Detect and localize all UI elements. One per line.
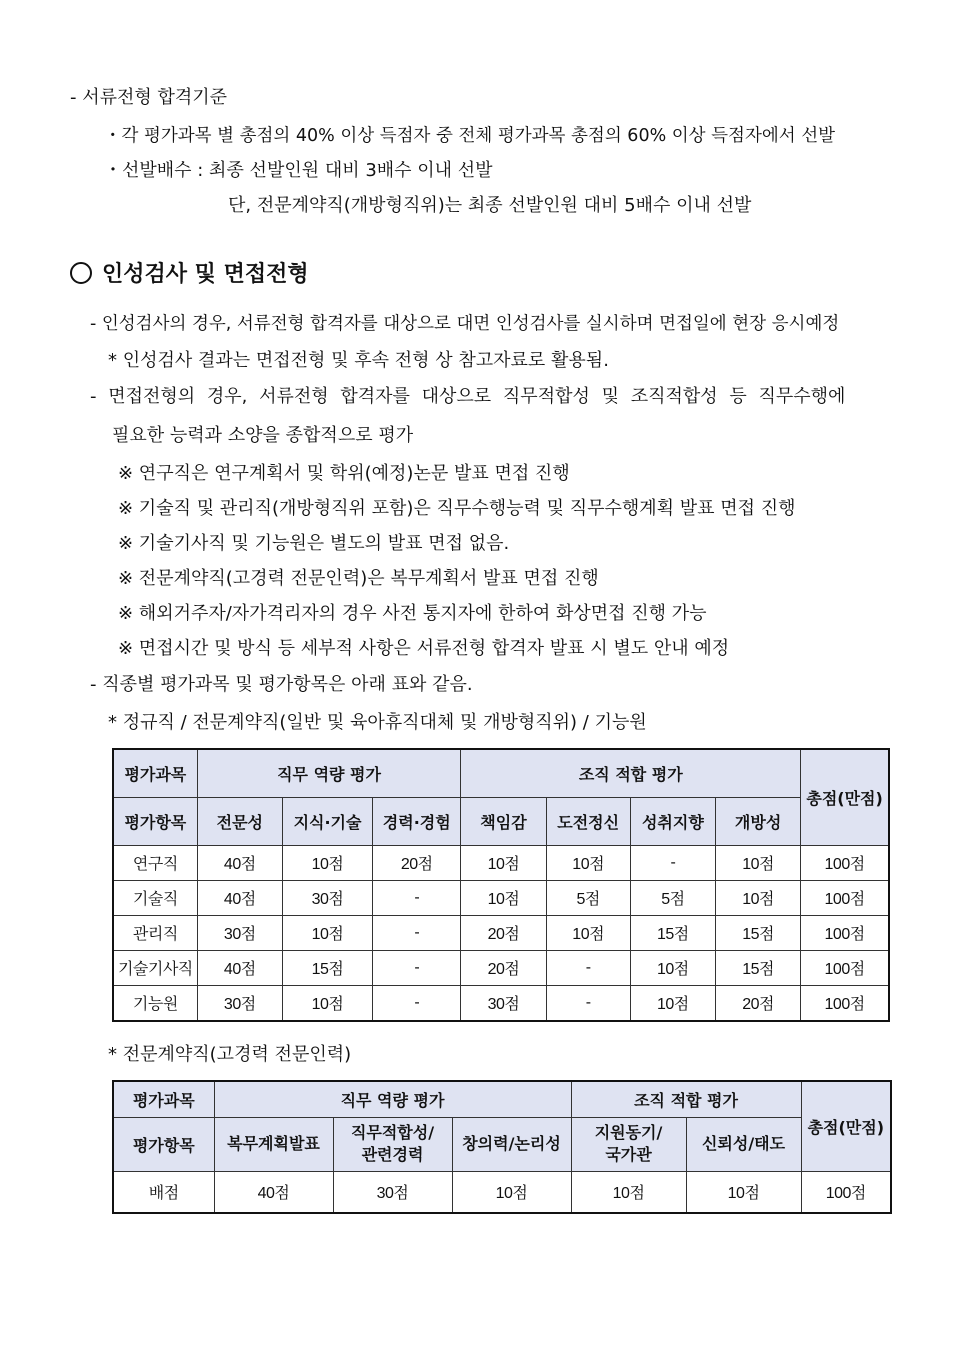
table-cell: 30점: [197, 915, 282, 950]
table1-col-header: 경력·경험: [373, 797, 461, 845]
table-cell: 100점: [801, 915, 889, 950]
section1-bullet-criteria: ・각 평가과목 별 총점의 40% 이상 득점자 중 전체 평가과목 총점의 60% 이상 득점자에서 선발: [104, 126, 836, 146]
table-row: [113, 985, 889, 1021]
section2-paragraph-personality: - 인성검사의 경우, 서류전형 합격자를 대상으로 대면 인성검사를 실시하며 면접일에 현장 응시예정: [90, 314, 840, 334]
table2-col-header: 창의력/논리성: [452, 1117, 571, 1171]
table-cell: 10점: [546, 915, 630, 950]
table-cell: 10점: [546, 845, 630, 880]
table-cell: 5점: [546, 880, 630, 915]
table-cell: 10점: [630, 950, 715, 985]
table-cell: 15점: [282, 950, 372, 985]
table-cell: 30점: [333, 1171, 452, 1213]
section1-title: - 서류전형 합격기준: [70, 87, 228, 108]
table-cell: 30점: [461, 985, 546, 1021]
section2-paragraph-interview-1: - 면접전형의 경우, 서류전형 합격자를 대상으로 직무적합성 및 조직적합성 등 직무수행에: [90, 386, 846, 407]
table2-col-header: 복무계획발표: [214, 1117, 333, 1171]
table-row: [113, 915, 889, 950]
table2-item-label: 평가항목: [113, 1117, 214, 1171]
table-cell: 20점: [461, 950, 546, 985]
table-cell: 15점: [630, 915, 715, 950]
interview-note: ※ 면접시간 및 방식 등 세부적 사항은 서류전형 합격자 발표 시 별도 안내 예정: [118, 638, 730, 659]
table-row: [113, 845, 889, 880]
table1-col-header: 개방성: [715, 797, 800, 845]
table-cell: 15점: [715, 915, 800, 950]
row-name: 연구직: [113, 845, 197, 880]
section2-heading-text: 인성검사 및 면접전형: [102, 262, 309, 287]
row-name: 기술기사직: [113, 950, 197, 985]
evaluation-table-senior-expert: [112, 1080, 892, 1214]
table2-subject-label: 평가과목: [113, 1081, 214, 1117]
table1-item-label: 평가항목: [113, 797, 197, 845]
table-cell: 10점: [461, 845, 546, 880]
table-cell: 10점: [282, 985, 372, 1021]
row-name: 배점: [113, 1171, 214, 1213]
table-cell: 10점: [282, 845, 372, 880]
interview-note: ※ 기술기사직 및 기능원은 별도의 발표 면접 없음.: [118, 533, 510, 554]
table-cell: 100점: [801, 985, 889, 1021]
table1-group-job: 직무 역량 평가: [197, 749, 461, 797]
table-cell: 10점: [452, 1171, 571, 1213]
table-cell: 5점: [630, 880, 715, 915]
table-cell: 10점: [461, 880, 546, 915]
section2-paragraph-interview-2: 필요한 능력과 소양을 종합적으로 평가: [112, 425, 414, 446]
table-cell: 10점: [715, 880, 800, 915]
table-cell: 40점: [214, 1171, 333, 1213]
table2-total-label: 총점(만점): [801, 1081, 891, 1171]
table-cell: -: [373, 880, 461, 915]
table2-col-header: 신뢰성/태도: [686, 1117, 801, 1171]
section1-bullet-multiple: ・선발배수 : 최종 선발인원 대비 3배수 이내 선발: [104, 160, 493, 181]
table-cell: 100점: [801, 950, 889, 985]
table-cell: 40점: [197, 880, 282, 915]
table-row: [113, 950, 889, 985]
row-name: 기술직: [113, 880, 197, 915]
section2-paragraph-tables: - 직종별 평가과목 및 평가항목은 아래 표와 같음.: [90, 674, 473, 695]
section2-note-personality: * 인성검사 결과는 면접전형 및 후속 전형 상 참고자료로 활용됨.: [108, 350, 609, 371]
table-cell: -: [546, 985, 630, 1021]
interview-note: ※ 해외거주자/자가격리자의 경우 사전 통지자에 한하여 화상면접 진행 가능: [118, 603, 707, 624]
table-cell: 10점: [686, 1171, 801, 1213]
table2-group-job: 직무 역량 평가: [214, 1081, 571, 1117]
table-row: [113, 880, 889, 915]
table1-total-label: 총점(만점): [801, 749, 889, 845]
table-cell: -: [373, 985, 461, 1021]
table1-col-header: 책임감: [461, 797, 546, 845]
evaluation-table-regular: [112, 748, 890, 1022]
table1-subject-label: 평가과목: [113, 749, 197, 797]
table-cell: 100점: [801, 880, 889, 915]
table2-col-header: 지원동기/ 국가관: [571, 1117, 686, 1171]
table2-group-org: 조직 적합 평가: [571, 1081, 801, 1117]
table-cell: 10점: [571, 1171, 686, 1213]
interview-note: ※ 기술직 및 관리직(개방형직위 포함)은 직무수행능력 및 직무수행계획 발표 면접 진행: [118, 498, 796, 519]
table-cell: 100점: [801, 1171, 891, 1213]
table-cell: 10점: [715, 845, 800, 880]
table-cell: 30점: [197, 985, 282, 1021]
table-cell: -: [630, 845, 715, 880]
table1-col-header: 지식·기술: [282, 797, 372, 845]
table-cell: 20점: [715, 985, 800, 1021]
table1-caption: * 정규직 / 전문계약직(일반 및 육아휴직대체 및 개방형직위) / 기능원: [108, 712, 647, 733]
table-cell: 100점: [801, 845, 889, 880]
section1-bullet-multiple-cont: 단, 전문계약직(개방형직위)는 최종 선발인원 대비 5배수 이내 선발: [228, 195, 752, 216]
table1-col-header: 전문성: [197, 797, 282, 845]
table1-col-header: 성취지향: [630, 797, 715, 845]
table2-col-header: 직무적합성/ 관련경력: [333, 1117, 452, 1171]
table-cell: 15점: [715, 950, 800, 985]
table-cell: 40점: [197, 845, 282, 880]
table1-col-header: 도전정신: [546, 797, 630, 845]
interview-note: ※ 전문계약직(고경력 전문인력)은 복무계획서 발표 면접 진행: [118, 568, 599, 589]
interview-note: ※ 연구직은 연구계획서 및 학위(예정)논문 발표 면접 진행: [118, 463, 570, 484]
table1-group-org: 조직 적합 평가: [461, 749, 801, 797]
table-cell: -: [546, 950, 630, 985]
table-cell: 20점: [461, 915, 546, 950]
table2-caption: * 전문계약직(고경력 전문인력): [108, 1044, 352, 1065]
circle-bullet-icon: [70, 262, 92, 284]
table-row: [113, 1171, 891, 1213]
table-cell: 10점: [630, 985, 715, 1021]
table-cell: -: [373, 950, 461, 985]
table-cell: 20점: [373, 845, 461, 880]
row-name: 관리직: [113, 915, 197, 950]
table-cell: 40점: [197, 950, 282, 985]
section2-heading: [70, 260, 309, 290]
table-cell: -: [373, 915, 461, 950]
row-name: 기능원: [113, 985, 197, 1021]
table-cell: 10점: [282, 915, 372, 950]
table-cell: 30점: [282, 880, 372, 915]
